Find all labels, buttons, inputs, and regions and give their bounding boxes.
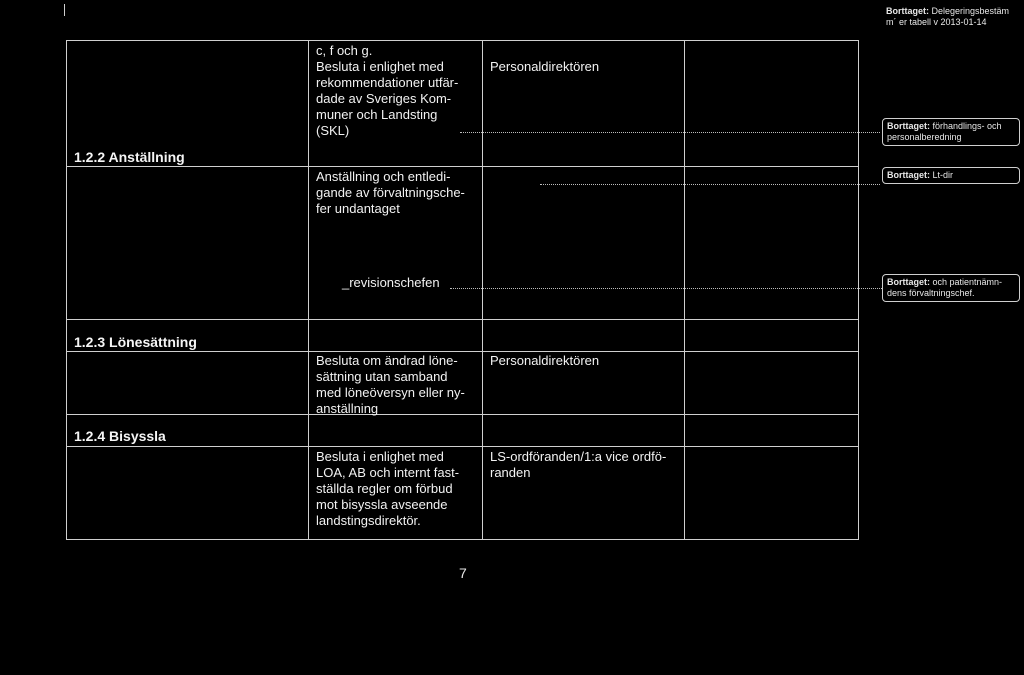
- header-note-label: Borttaget:: [886, 6, 929, 16]
- header-mark: [64, 4, 65, 16]
- page-number: 7: [459, 565, 467, 581]
- row2-column2: [316, 169, 480, 217]
- comment-connector-3: [450, 288, 882, 289]
- row4-column3-line: LS-ordföranden/1:a vice ordfö-: [490, 449, 667, 464]
- header-note-line2: m´ er tabell v 2013-01-14: [886, 17, 987, 27]
- col-border-1: [308, 40, 309, 540]
- row4-column2-line: landstingsdirektör.: [316, 513, 421, 528]
- row1-column2: [316, 59, 480, 139]
- row1-column2-line: dade av Sveriges Kom-: [316, 91, 452, 106]
- comment-2-label: Borttaget:: [887, 170, 930, 180]
- row-border-2: [66, 319, 859, 320]
- comment-3-text: och patientnämn-: [932, 277, 1003, 287]
- header-deletion-note: [886, 6, 1022, 28]
- row3-column2-line: med löneöversyn eller ny-: [316, 385, 465, 400]
- col-border-2: [482, 40, 483, 540]
- table-bottom-border: [66, 539, 859, 540]
- comment-1-line2: personalberedning: [887, 132, 962, 142]
- row3-column2-line: sättning utan samband: [316, 369, 448, 384]
- comment-connector-1: [460, 132, 880, 133]
- col-border-3: [684, 40, 685, 540]
- row3-column3: Personaldirektören: [490, 353, 600, 368]
- row4-column3: [490, 449, 680, 481]
- comment-2-text: Lt-dir: [932, 170, 954, 180]
- section-1-2-4-title: 1.2.4 Bisyssla: [74, 428, 166, 444]
- row3-column2: [316, 353, 480, 417]
- row1-column3: Personaldirektören: [490, 59, 600, 74]
- row4-column3-line: randen: [490, 465, 531, 480]
- comment-1-text: förhandlings- och: [932, 121, 1002, 131]
- row1-column2-line: rekommendationer utfär-: [316, 75, 459, 90]
- row-border-5: [66, 446, 859, 447]
- row4-column2-line: Besluta i enlighet med: [316, 449, 444, 464]
- row1-column2-line: muner och Landsting: [316, 107, 438, 122]
- comment-bubble-3[interactable]: [882, 274, 1020, 302]
- row1-column2-line: Besluta i enlighet med: [316, 59, 444, 74]
- row4-column2-line: LOA, AB och internt fast-: [316, 465, 460, 480]
- col-border-right: [858, 40, 859, 540]
- row1-column2-line: (SKL): [316, 123, 350, 138]
- row2-column2-line: gande av förvaltningsche-: [316, 185, 465, 200]
- comment-connector-2: [540, 184, 880, 185]
- comment-3-label: Borttaget:: [887, 277, 930, 287]
- comment-3-line2: dens förvaltningschef.: [887, 288, 975, 298]
- table-top-border: [66, 40, 859, 41]
- col-border-left: [66, 40, 67, 540]
- row2-column2-line: Anställning och entledi-: [316, 169, 451, 184]
- section-1-2-2-title: 1.2.2 Anställning: [74, 149, 185, 165]
- row-border-3: [66, 351, 859, 352]
- comment-bubble-2[interactable]: [882, 167, 1020, 184]
- row1-column2-line0: c, f och g.: [316, 43, 373, 58]
- row4-column2-line: mot bisyssla avseende: [316, 497, 448, 512]
- row3-column2-line: anställning: [316, 401, 379, 416]
- row2-column2-line: fer undantaget: [316, 201, 400, 216]
- row4-column2: [316, 449, 480, 529]
- comment-1-label: Borttaget:: [887, 121, 930, 131]
- section-1-2-3-title: 1.2.3 Lönesättning: [74, 334, 197, 350]
- row3-column2-line: Besluta om ändrad löne-: [316, 353, 458, 368]
- comment-bubble-1[interactable]: [882, 118, 1020, 146]
- row2-revision-text: _revisionschefen: [342, 275, 440, 290]
- row4-column2-line: ställda regler om förbud: [316, 481, 453, 496]
- header-note-text: Delegeringsbestäm: [931, 6, 1010, 16]
- row-border-1: [66, 166, 859, 167]
